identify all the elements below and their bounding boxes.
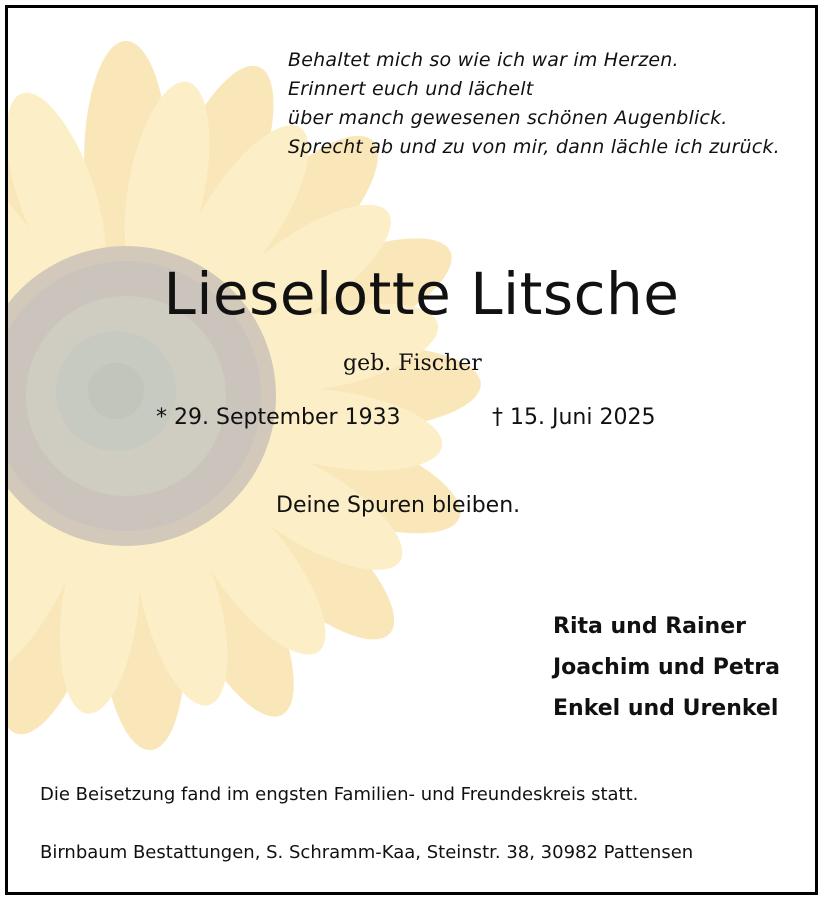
birth-date: * 29. September 1933 [156,405,401,430]
poem-line: Erinnert euch und lächelt [288,78,534,100]
mourners-list [553,606,780,729]
poem [288,46,780,162]
poem-line: Behaltet mich so wie ich war im Herzen. [288,49,679,71]
obituary-card [5,5,818,895]
deceased-name: Lieselotte Litsche [163,260,680,328]
undertaker-info: Birnbaum Bestattungen, S. Schramm-Kaa, Steinstr. 38, 30982 Pattensen [40,842,694,863]
motto: Deine Spuren bleiben. [276,493,521,518]
poem-line: Sprecht ab und zu von mir, dann lächle ich zurück. [288,136,780,158]
birth-name: geb. Fischer [343,351,482,376]
mourner-line: Enkel und Urenkel [553,696,779,721]
poem-line: über manch gewesenen schönen Augenblick. [288,107,728,129]
mourner-line: Joachim und Petra [553,655,780,680]
funeral-note: Die Beisetzung fand im engsten Familien- und Freundeskreis statt. [40,784,639,805]
mourner-line: Rita und Rainer [553,614,746,639]
death-date: † 15. Juni 2025 [492,405,656,430]
